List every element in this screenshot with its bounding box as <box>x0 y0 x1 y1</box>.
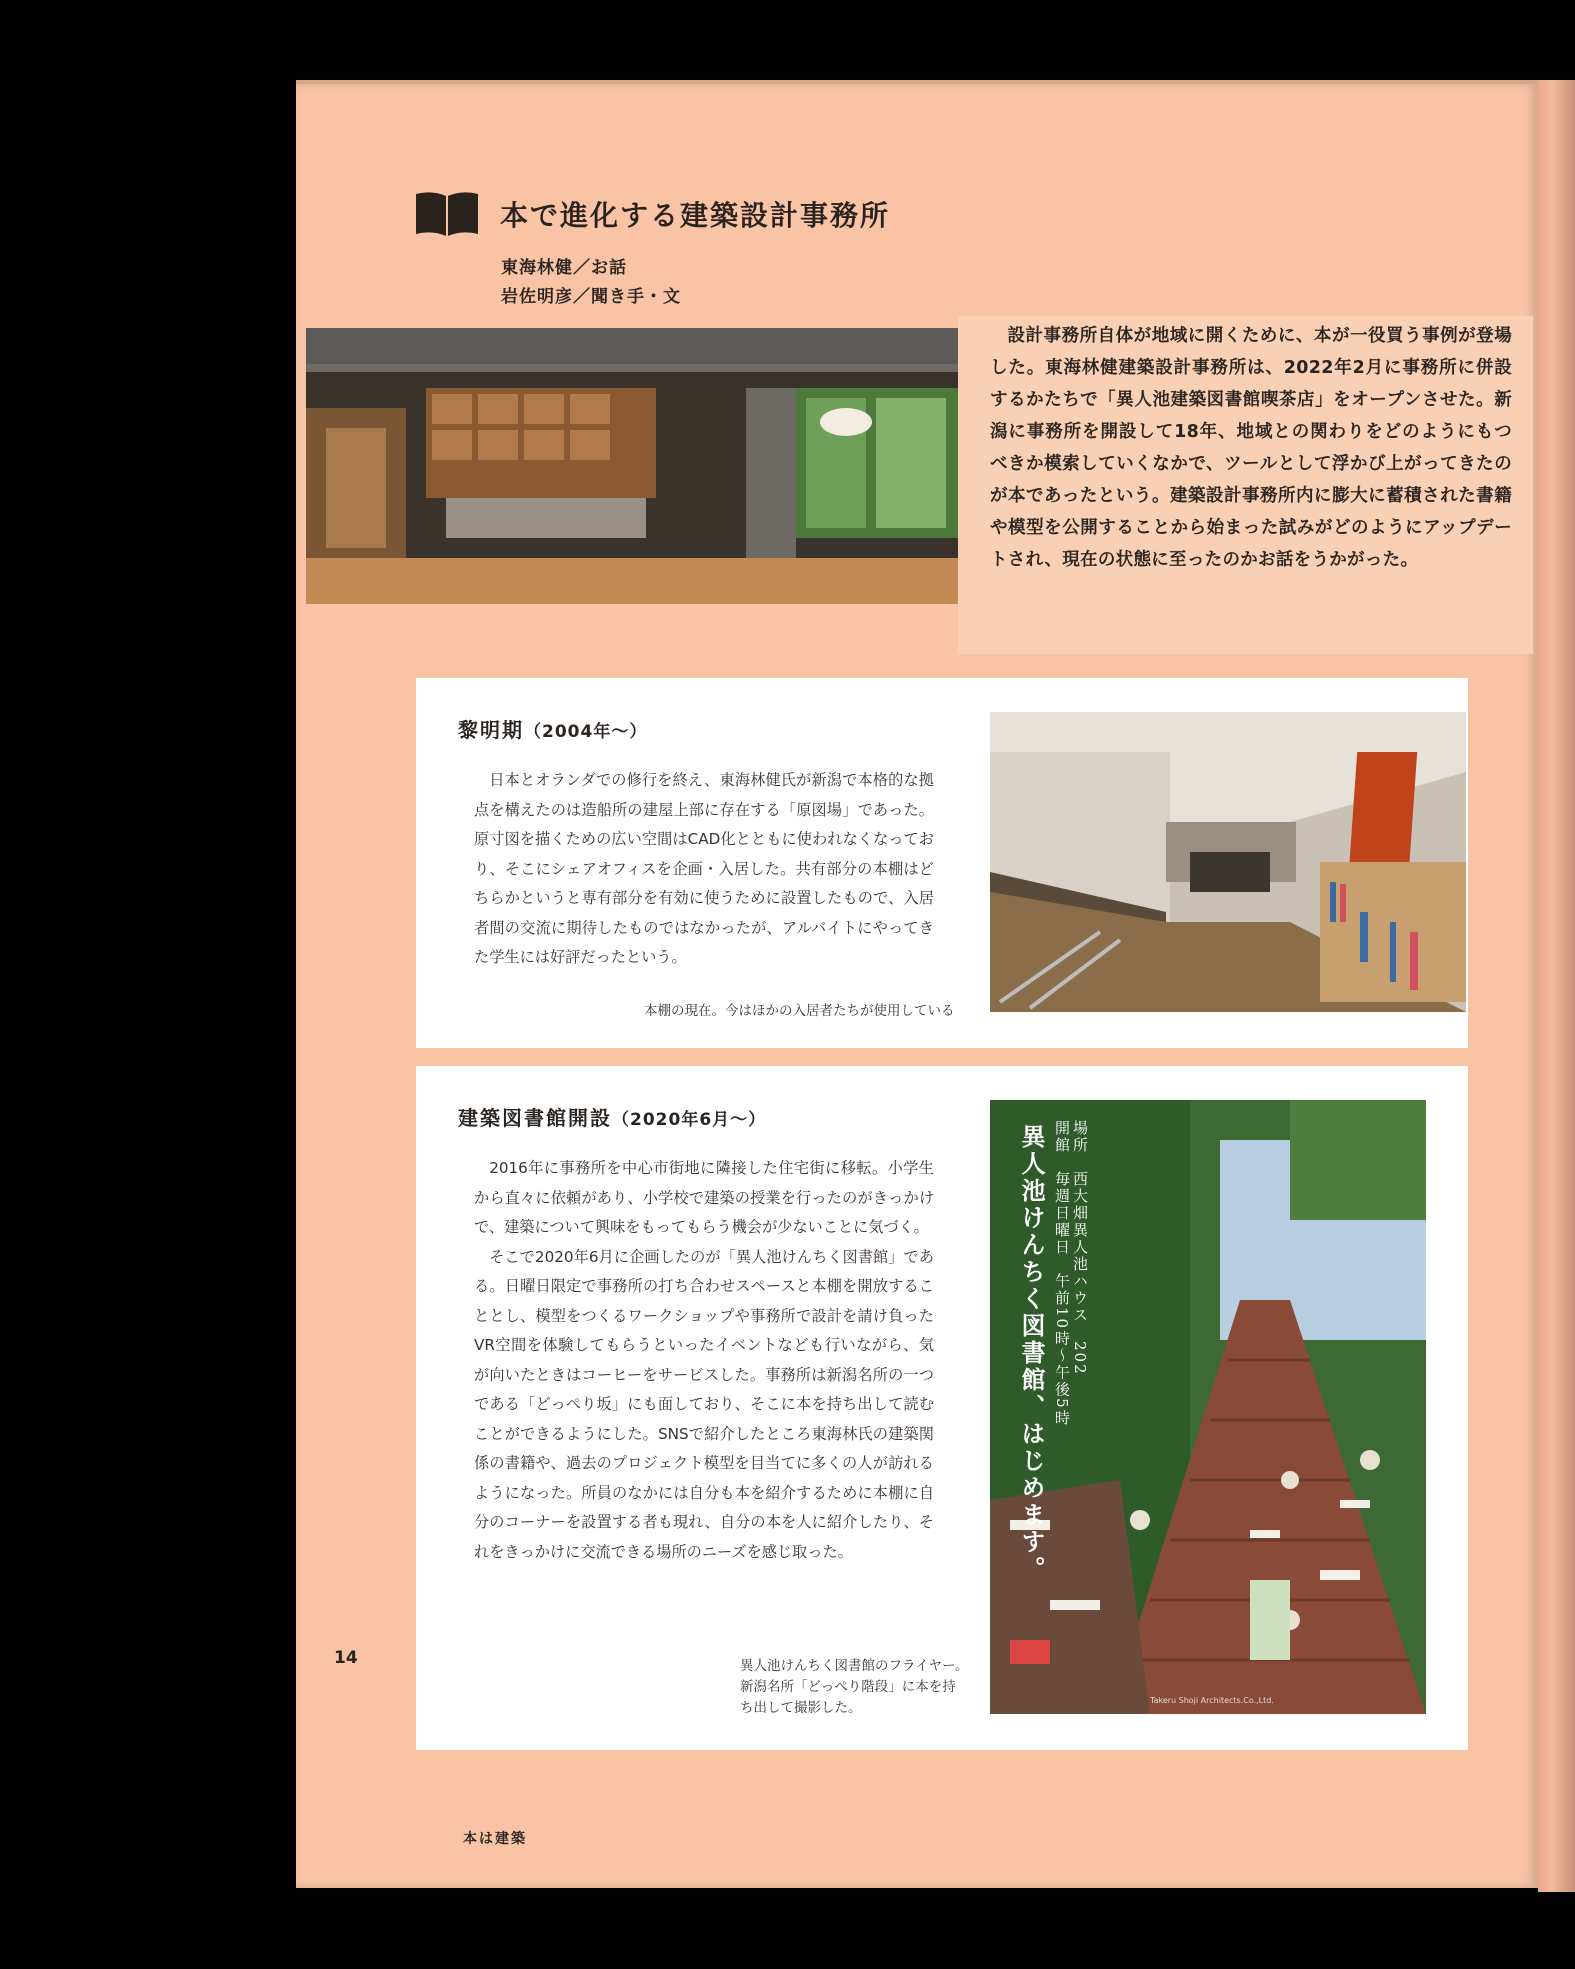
page-number: 14 <box>334 1648 358 1668</box>
page-edge <box>1538 80 1575 1892</box>
section-heading-main: 建築図書館開設 <box>458 1106 612 1130</box>
open-book-icon <box>414 190 480 238</box>
section-paragraph: そこで2020年6月に企画したのが「異人池けんちく図書館」である。日曜日限定で事務所の打ち合わせスペースと本棚を開放することとし、模型をつくるワークショップや事務所で設計を請け負ったVR空間を体験してもらうといったイベントなども行いながら、気が向いたときはコーヒーをサービスした。事務所は新潟名所の一つである「どっぺり坂」にも面しており、そこに本を持ち出して読むことができるようにした。SNSで紹介したところ東海林氏の建築関係の書籍や、過去のプロジェクト模型を目当てに多くの人が訪れるようになった。所員のなかには自分も本を紹介するために本棚に自分のコーナーを設置する者も現れ、自分の本を人に紹介したり、それをきっかけに交流できる場所のニーズを感じ取った。 <box>474 1247 934 1561</box>
section-body <box>474 1154 934 1567</box>
section-heading <box>458 1102 766 1131</box>
magazine-page <box>296 84 1538 1888</box>
library-flyer-image <box>990 1100 1426 1714</box>
running-footer: 本は建築 <box>463 1831 527 1847</box>
byline-interviewer: 岩佐明彦／聞き手・文 <box>501 287 681 307</box>
cafe-interior-photo <box>306 328 958 604</box>
section-paragraph: 2016年に事務所を中心市街地に隣接した住宅街に移転。小学生から直々に依頼があり、小学校で建築の授業を行ったのがきっかけで、建築について興味をもってもらう機会が少ないことに気づく。 <box>474 1159 934 1236</box>
caption-line: 異人池けんちく図書館のフライヤー。 <box>740 1658 969 1674</box>
section-dawn-panel <box>416 678 1468 1048</box>
byline <box>501 254 681 312</box>
article-title-row <box>414 190 890 238</box>
caption-line: 新潟名所「どっぺり階段」に本を持 <box>740 1679 956 1695</box>
flyer-hours: 開館 毎週日曜日 午前10時〜午後5時 <box>1053 1120 1071 1427</box>
flyer-title: 異人池けんちく図書館、はじめます。 <box>1017 1124 1046 1583</box>
intro-paragraph: 設計事務所自体が地域に開くために、本が一役買う事例が登場した。東海林健建築設計事務所は、2022年2月に事務所に併設するかたちで「異人池建築図書館喫茶店」をオープンさせた。新潟に事務所を開設して18年、地域との関わりをどのようにもつべきか模索していくなかで、ツールとして浮かび上がってきたのが本であったという。建築設計事務所内に膨大に蓄積された書籍や模型を公開することから始まった試みがどのようにアップデートされ、現在の状態に至ったのかお話をうかがった。 <box>990 326 1512 570</box>
section-heading <box>458 714 647 743</box>
article-title: 本で進化する建築設計事務所 <box>500 199 891 232</box>
section-body <box>474 766 934 973</box>
photo-caption: 本棚の現在。今はほかの入居者たちが使用している <box>644 1003 955 1019</box>
flyer-credit: Takeru Shoji Architects.Co.,Ltd. <box>1150 1696 1274 1705</box>
section-paragraph: 日本とオランダでの修行を終え、東海林健氏が新潟で本格的な拠点を構えたのは造船所の建屋上部に存在する「原図場」であった。原寸図を描くための広い空間はCAD化とともに使われなくなっており、そこにシェアオフィスを企画・入居した。共有部分の本棚はどちらかというと専有部分を有効に使うために設置したもので、入居者間の交流に期待したものではなかったが、アルバイトにやってきた学生には好評だったという。 <box>474 771 934 966</box>
section-heading-period: （2020年6月〜） <box>612 1110 767 1130</box>
section-library-panel <box>416 1066 1468 1750</box>
section-heading-main: 黎明期 <box>458 718 524 742</box>
bookshelf-photo <box>990 712 1466 1012</box>
caption-line: ち出して撮影した。 <box>740 1700 862 1716</box>
section-heading-period: （2004年〜） <box>524 722 648 742</box>
flyer-place: 場所 西大畑異人池ハウス 202 <box>1071 1120 1089 1376</box>
byline-speaker: 東海林健／お話 <box>501 258 627 278</box>
flyer-caption <box>740 1656 969 1719</box>
